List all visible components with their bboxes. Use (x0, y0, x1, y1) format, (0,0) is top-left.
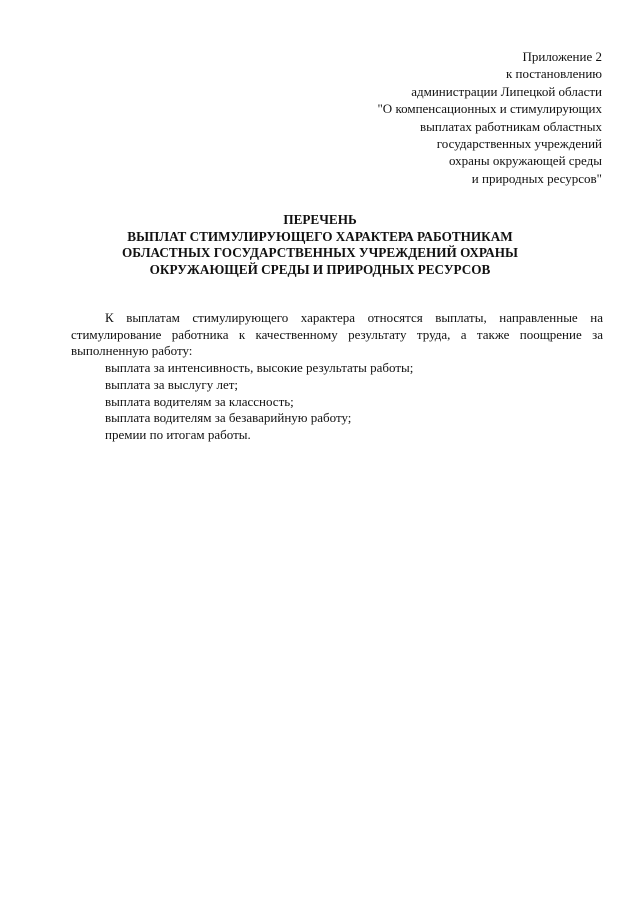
title-line: ОБЛАСТНЫХ ГОСУДАРСТВЕННЫХ УЧРЕЖДЕНИЙ ОХРАНЫ (122, 245, 518, 260)
appendix-line: и природных ресурсов" (471, 170, 602, 186)
title-line: ПЕРЕЧЕНЬ (283, 212, 357, 227)
appendix-line: государственных учреждений (436, 136, 602, 152)
appendix-line: охраны окружающей среды (448, 153, 602, 169)
appendix-note (378, 48, 603, 187)
appendix-line: Приложение 2 (522, 49, 602, 64)
document-body (71, 310, 603, 444)
appendix-line: администрации Липецкой области (411, 83, 602, 99)
appendix-line: к постановлению (505, 66, 602, 82)
title-line: ВЫПЛАТ СТИМУЛИРУЮЩЕГО ХАРАКТЕРА РАБОТНИКАМ (127, 228, 513, 244)
list-item: выплата водителям за классность; (105, 393, 294, 409)
list-item: выплата за выслугу лет; (105, 376, 239, 392)
appendix-line: "О компенсационных и стимулирующих (377, 101, 602, 117)
payments-list (71, 360, 603, 444)
intro-paragraph: К выплатам стимулирующего характера относятся выплаты, направленные на стимулирование работника к качественному результату труда, а также поощрение за выполненную работу: (71, 310, 603, 359)
title-line: ОКРУЖАЮЩЕЙ СРЕДЫ И ПРИРОДНЫХ РЕСУРСОВ (149, 261, 491, 277)
list-item: премии по итогам работы. (105, 426, 251, 442)
list-item: выплата за интенсивность, высокие результаты работы; (105, 360, 414, 376)
appendix-line: выплатах работникам областных (420, 118, 602, 134)
list-item: выплата водителям за безаварийную работу; (105, 410, 352, 426)
document-title (0, 212, 640, 278)
